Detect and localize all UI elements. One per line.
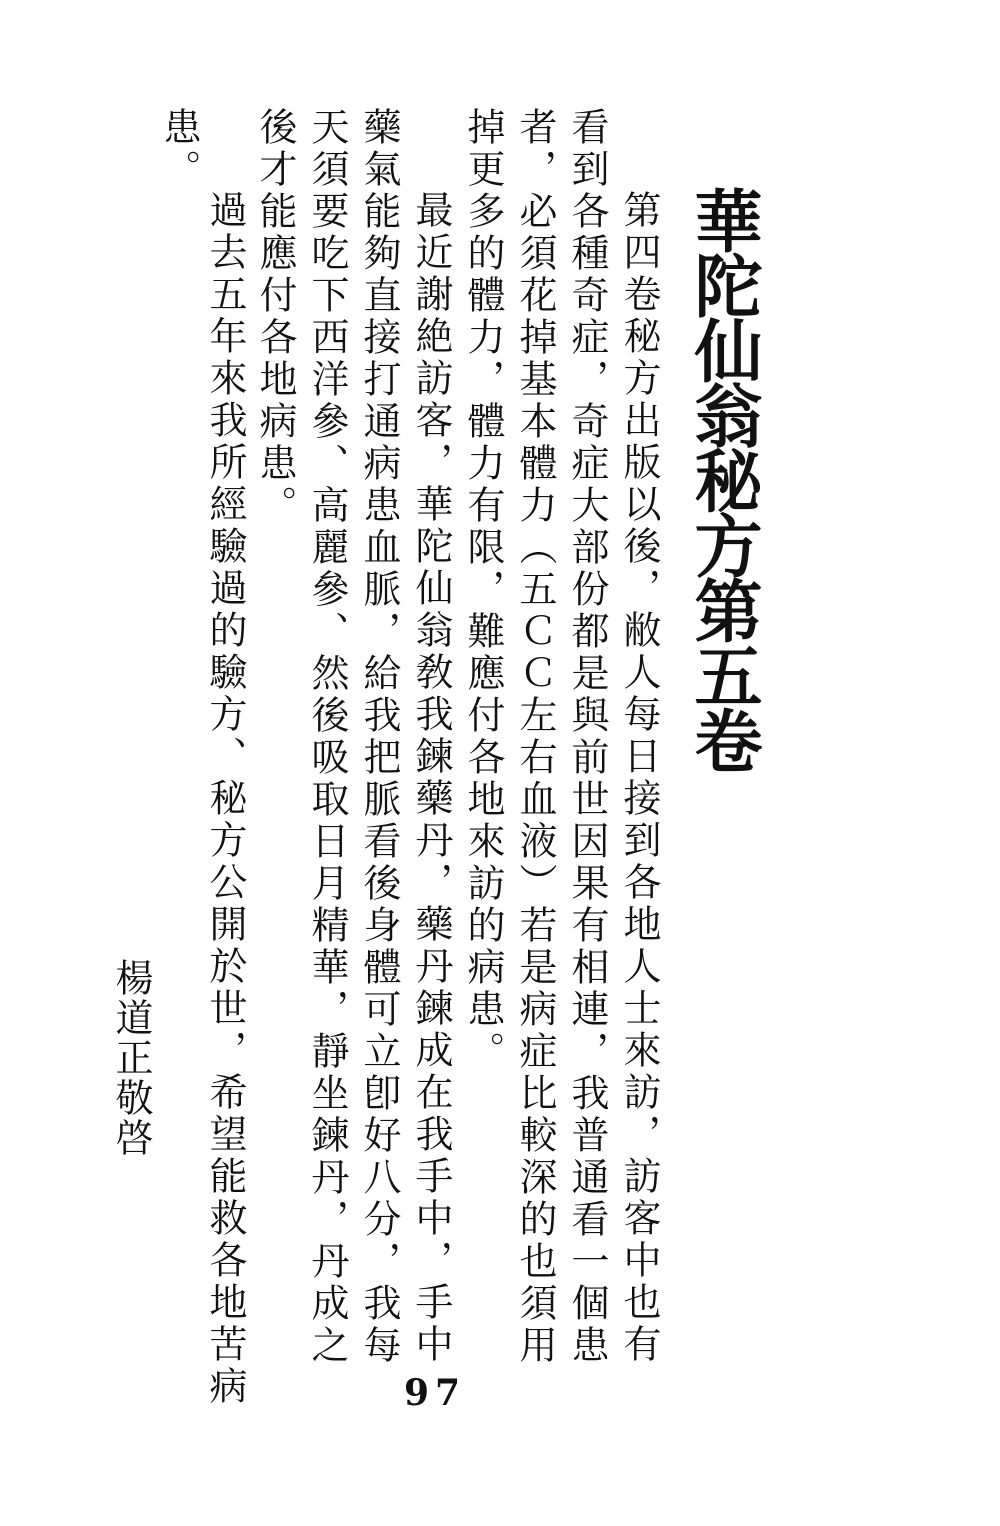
- body-column-3: 者，必須花掉基本體力（五ＣＣ左右血液）若是病症比較深的也須用: [513, 107, 557, 1367]
- body-column-5: 最近謝絶訪客，華陀仙翁敎我鍊藥丹，藥丹鍊成在我手中，手中: [409, 190, 453, 1366]
- chapter-title: 華陀仙翁秘方第五卷: [683, 186, 762, 771]
- body-column-6: 藥氣能夠直接打通病患血脈，給我把脈看後身體可立卽好八分，我每: [357, 107, 401, 1367]
- body-column-7: 天須要吃下西洋參、高麗參、然後吸取日月精華，靜坐鍊丹，丹成之: [305, 107, 349, 1367]
- body-column-9: 患。: [157, 107, 201, 191]
- body-column-10: 過去五年來我所經驗過的驗方、秘方公開於世，希望能救各地苦病: [203, 190, 247, 1408]
- body-column-2: 看到各種奇症，奇症大部份都是與前世因果有相連，我普通看一個患: [565, 107, 609, 1367]
- body-column-4: 掉更多的體力，體力有限，難應付各地來訪的病患。: [461, 107, 505, 1073]
- body-column-8: 後才能應付各地病患。: [253, 107, 297, 527]
- page-number: 97: [403, 1372, 467, 1414]
- body-column-1: 第四卷秘方出版以後，敝人每日接到各地人士來訪，訪客中也有: [617, 190, 661, 1366]
- author-signature: 楊道正敬啓: [109, 958, 153, 1158]
